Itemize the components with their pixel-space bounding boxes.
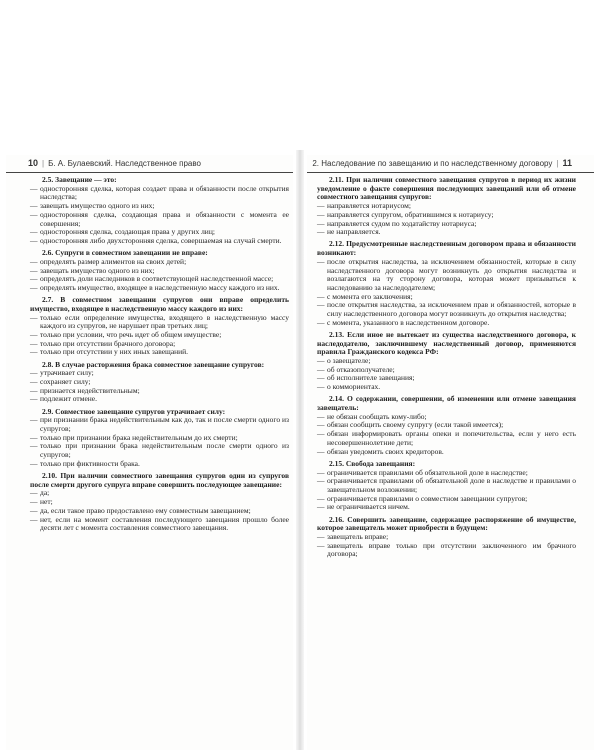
question-heading: 2.8. В случае расторжения брака совместное завещание супругов: (42, 359, 265, 369)
answer-option: — односторонняя сделка, которая создает права и обязанности после открытия наследства; (30, 185, 289, 202)
question-heading: 2.14. О содержании, совершении, об изменении или отмене завещания завещатель: (317, 394, 576, 413)
answer-option: — только при признании брака недействительным после смерти одного из супругов; (30, 442, 289, 459)
answer-option: — о завещателе; (317, 357, 576, 366)
answer-option: — направляется супругом, обратившимся к нотариусу; (317, 211, 576, 220)
answer-option: — направляется судом по ходатайству нотариуса; (317, 220, 576, 229)
answer-option: — завещать имущество одного из них; (30, 202, 289, 211)
right-page-header (307, 158, 594, 173)
answer-option: — с момента, указанного в наследственном договоре. (317, 319, 576, 328)
question-heading: 2.12. Предусмотренные наследственным договором права и обязанности возникают: (317, 239, 576, 258)
question-block (317, 240, 576, 330)
answer-option: — признается недействительным; (30, 387, 289, 396)
question-heading: 2.15. Свобода завещания: (329, 458, 416, 468)
answer-option: — направляется нотариусом; (317, 202, 576, 211)
answer-option: — о коммориентах. (317, 383, 576, 392)
answer-option: — не ограничивается ничем. (317, 503, 576, 512)
answer-option: — после открытия наследства, за исключением прав и обязанностей, которые в силу наследственного договора могут возникнуть до открытия наследства; (317, 301, 576, 318)
answer-option: — только при признании брака недействительным до их смерти; (30, 434, 289, 443)
answer-option: — нет, если на момент составления последующего завещания прошло более десяти лет с момента составления совместного завещания. (30, 516, 289, 533)
question-heading: 2.11. При наличии совместного завещания супругов в период их жизни уведомление о факте совершения последующих завещаний или об отмене совместного завещания супругов: (317, 175, 576, 202)
question-block (30, 176, 289, 248)
answer-options-list (30, 258, 289, 293)
answer-option: — об исполнителе завещания; (317, 374, 576, 383)
answer-option: — завещать имущество одного из них; (30, 267, 289, 276)
right-page-content (317, 175, 576, 562)
running-title: Б. А. Булаевский. Наследственное право (48, 159, 201, 168)
running-title: 2. Наследование по завещанию и по наследственному договору (312, 159, 553, 168)
question-block (317, 176, 576, 239)
answer-options-list (30, 489, 289, 533)
book-gutter (296, 150, 304, 750)
page-number: 10 (28, 158, 39, 168)
question-heading: 2.6. Супруги в совместном завещании не вправе: (42, 248, 208, 258)
answer-option: — односторонняя сделка, создающая права у других лиц; (30, 228, 289, 237)
right-page (307, 155, 594, 750)
answer-option: — обязан информировать органы опеки и попечительства, если у него есть несовершеннолетние дети; (317, 430, 576, 447)
answer-option: — утрачивает силу; (30, 369, 289, 378)
header-separator: | (42, 159, 45, 168)
answer-options-list (30, 314, 289, 358)
question-heading: 2.16. Совершить завещание, содержащее распоряжение об имуществе, которое завещатель может приобрести в будущем: (317, 514, 576, 533)
answer-options-list (317, 258, 576, 328)
question-block (30, 361, 289, 407)
answer-option: — односторонняя либо двухсторонняя сделка, совершаемая на случай смерти. (30, 237, 289, 246)
answer-option: — определять имущество, входящее в наследственную массу каждого из них. (30, 284, 289, 293)
answer-options-list (317, 469, 576, 513)
answer-options-list (317, 202, 576, 237)
answer-option: — завещатель вправе; (317, 533, 576, 542)
answer-options-list (317, 533, 576, 559)
answer-option: — с момента его заключения; (317, 293, 576, 302)
answer-option: — определять доли наследников в соответствующей наследственной массе; (30, 275, 289, 284)
answer-option: — только при отсутствии у них иных завещаний. (30, 348, 289, 357)
answer-option: — обязан уведомить своих кредиторов. (317, 448, 576, 457)
answer-options-list (30, 369, 289, 404)
question-block (30, 296, 289, 359)
answer-option: — сохраняет силу; (30, 378, 289, 387)
answer-option: — об отказополучателе; (317, 366, 576, 375)
answer-option: — завещатель вправе только при отсутствии заключенного им брачного договора; (317, 542, 576, 559)
answer-options-list (30, 185, 289, 246)
answer-option: — после открытия наследства, за исключением обязанностей, которые в силу наследственного договора могут возникнуть до открытия наследства и возлагаются на ту сторону договора, которая может призываться к наследованию за наследодателем; (317, 258, 576, 293)
answer-option: — обязан сообщить своему супругу (если такой имеется); (317, 421, 576, 430)
answer-option: — определять размер алиментов на своих детей; (30, 258, 289, 267)
question-block (30, 249, 289, 295)
question-block (317, 331, 576, 394)
header-separator: | (556, 159, 559, 168)
answer-option: — не обязан сообщать кому-либо; (317, 413, 576, 422)
answer-option: — да, если такое право предоставлено ему совместным завещанием; (30, 507, 289, 516)
answer-option: — только при отсутствии брачного договора; (30, 340, 289, 349)
answer-option: — только при фиктивности брака. (30, 460, 289, 469)
answer-options-list (317, 413, 576, 457)
answer-option: — нет; (30, 498, 289, 507)
question-heading: 2.13. Если иное не вытекает из существа наследственного договора, к наследодателю, заключившему наследственный договор, применяются правила Гражданского кодекса РФ: (317, 329, 576, 357)
question-heading: 2.5. Завещание — это: (42, 175, 117, 184)
left-page (6, 155, 293, 750)
question-block (30, 472, 289, 535)
answer-option: — не направляется. (317, 228, 576, 237)
answer-options-list (317, 357, 576, 392)
question-block (30, 408, 289, 471)
answer-option: — ограничивается правилами о совместном завещании супругов; (317, 495, 576, 504)
answer-option: — только если определение имущества, входящего в наследственную массу каждого из супругов, не нарушает прав третьих лиц; (30, 314, 289, 331)
answer-option: — только при условии, что речь идет об общем имуществе; (30, 331, 289, 340)
answer-option: — да; (30, 489, 289, 498)
question-block (317, 516, 576, 562)
answer-option: — при признании брака недействительным как до, так и после смерти одного из супругов; (30, 416, 289, 433)
answer-option: — ограничивается правилами об обязательной доле в наследстве и правилами о завещательном возложении; (317, 477, 576, 494)
question-block (317, 395, 576, 458)
left-page-content (30, 175, 289, 535)
page-number: 11 (562, 158, 572, 168)
question-heading: 2.9. Совместное завещание супругов утрачивает силу: (42, 406, 226, 416)
answer-options-list (30, 416, 289, 468)
section-spacer (317, 559, 576, 562)
question-block (317, 460, 576, 515)
question-heading: 2.7. В совместном завещании супругов они вправе определить имущество, входящее в наследственную массу каждого из них: (30, 295, 289, 313)
question-heading: 2.10. При наличии совместного завещания супругов один из супругов после смерти другого супруга вправе совершить последующее завещание: (30, 471, 289, 489)
answer-option: — подлежит отмене. (30, 395, 289, 404)
section-spacer (30, 533, 289, 536)
answer-option: — ограничивается правилами об обязательной доле в наследстве; (317, 469, 576, 478)
left-page-header (6, 158, 293, 173)
answer-option: — односторонняя сделка, создающая права и обязанности с момента ее совершения; (30, 211, 289, 228)
